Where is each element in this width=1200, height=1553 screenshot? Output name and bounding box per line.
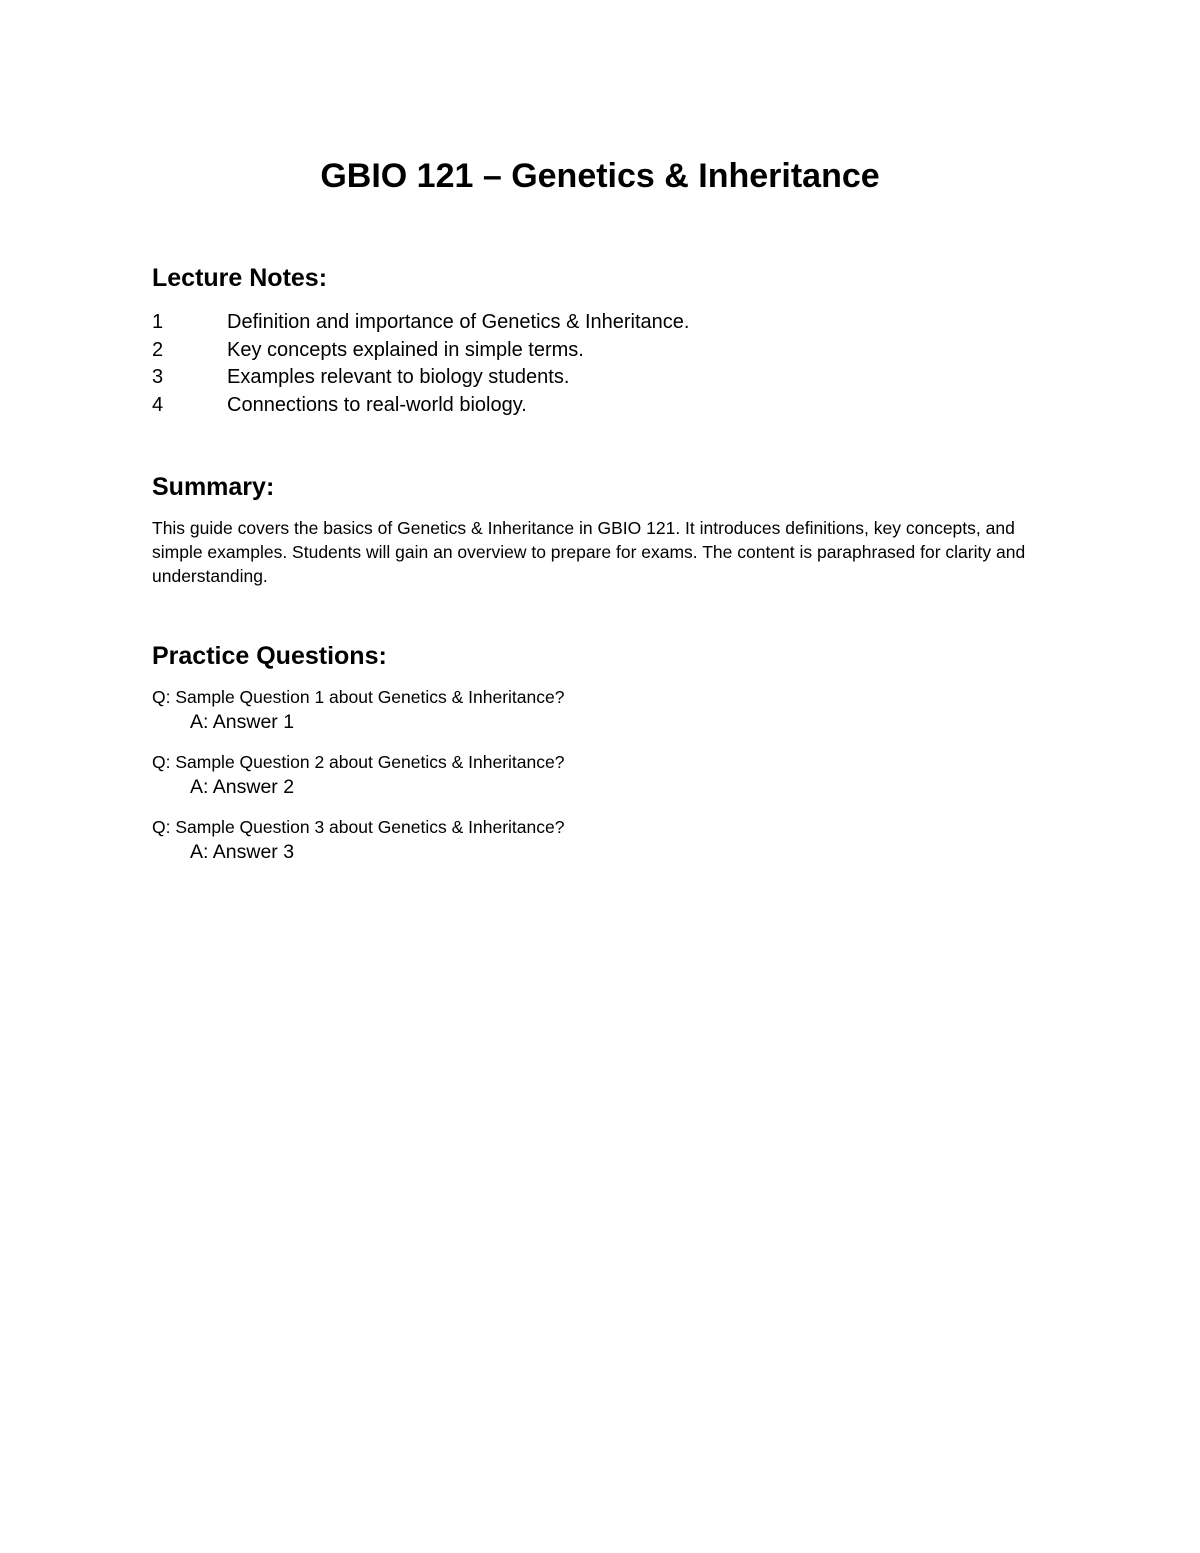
answer-text: A: Answer 1: [190, 711, 295, 733]
lecture-notes-heading: Lecture Notes:: [152, 264, 328, 292]
lecture-note-item: [152, 309, 1052, 337]
question-text: Q: Sample Question 1 about Genetics & Inheritance?: [152, 687, 565, 707]
lecture-note-text: Connections to real-world biology.: [227, 393, 527, 416]
lecture-note-text: Examples relevant to biology students.: [227, 366, 570, 388]
practice-questions-list: [152, 685, 1052, 880]
summary-paragraph: This guide covers the basics of Genetics & Inheritance in GBIO 121. It introduces definitions, key concepts, and simple examples. Students will gain an overview to prepare for exams. The content is paraphrased for clarity and understanding.: [152, 518, 1026, 586]
practice-questions-heading: Practice Questions:: [152, 642, 387, 670]
lecture-note-number: 4: [152, 393, 164, 416]
summary-heading: Summary:: [152, 473, 275, 501]
practice-question-item: [152, 750, 1052, 815]
lecture-note-item: [152, 392, 1052, 420]
lecture-note-item: [152, 364, 1052, 392]
practice-question-item: [152, 815, 1052, 880]
lecture-note-number: 3: [152, 366, 164, 388]
lecture-notes-list: [152, 309, 1052, 419]
question-text: Q: Sample Question 2 about Genetics & Inheritance?: [152, 752, 565, 772]
lecture-note-item: [152, 337, 1052, 365]
lecture-note-number: 2: [152, 338, 164, 361]
document-title: GBIO 121 – Genetics & Inheritance: [320, 157, 880, 195]
answer-text: A: Answer 3: [190, 841, 295, 863]
lecture-note-number: 1: [152, 311, 164, 333]
practice-question-item: [152, 685, 1052, 750]
answer-text: A: Answer 2: [190, 776, 295, 798]
lecture-note-text: Key concepts explained in simple terms.: [227, 338, 584, 361]
question-text: Q: Sample Question 3 about Genetics & Inheritance?: [152, 817, 565, 837]
lecture-note-text: Definition and importance of Genetics & Inheritance.: [227, 311, 690, 333]
